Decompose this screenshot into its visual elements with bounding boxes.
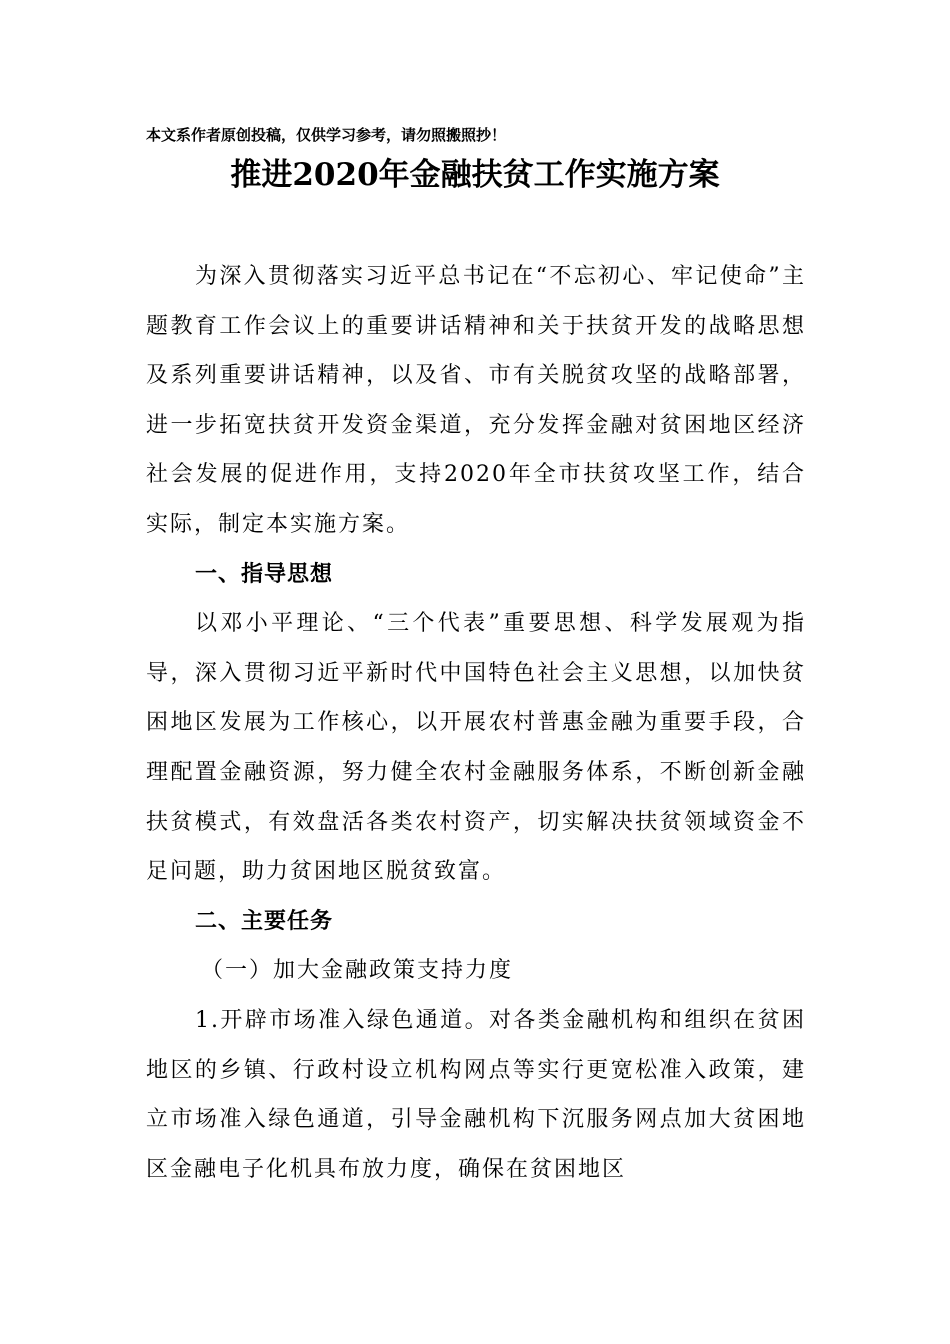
document-title: 推进2020年金融扶贫工作实施方案 xyxy=(230,157,720,193)
document-body xyxy=(146,252,806,1194)
copyright-notice: 本文系作者原创投稿，仅供学习参考，请勿照搬照抄！ xyxy=(146,126,507,144)
section-heading-guiding-ideology: 一、指导思想 xyxy=(195,561,334,587)
subsection-heading-policy-support: （一）加大金融政策支持力度 xyxy=(201,958,514,984)
task-item-1-paragraph: 1.开辟市场准入绿色通道。对各类金融机构和组织在贫困地区的乡镇、行政村设立机构网点等实行更宽松准入政策，建立市场准入绿色通道，引导金融机构下沉服务网点加大贫困地区金融电子化机具布放力度，确保在贫困地区 xyxy=(146,1007,806,1182)
intro-paragraph: 为深入贯彻落实习近平总书记在“不忘初心、牢记使命”主题教育工作会议上的重要讲话精神和关于扶贫开发的战略思想及系列重要讲话精神，以及省、市有关脱贫攻坚的战略部署，进一步拓宽扶贫开发资金渠道，充分发挥金融对贫困地区经济社会发展的促进作用，支持2020年全市扶贫攻坚工作，结合实际，制定本实施方案。 xyxy=(146,264,806,537)
guiding-ideology-paragraph: 以邓小平理论、“三个代表”重要思想、科学发展观为指导，深入贯彻习近平新时代中国特色社会主义思想，以加快贫困地区发展为工作核心，以开展农村普惠金融为重要手段，合理配置金融资源，努力健全农村金融服务体系，不断创新金融扶贫模式，有效盘活各类农村资产，切实解决扶贫领域资金不足问题，助力贫困地区脱贫致富。 xyxy=(146,611,806,885)
section-heading-main-tasks: 二、主要任务 xyxy=(195,908,334,934)
